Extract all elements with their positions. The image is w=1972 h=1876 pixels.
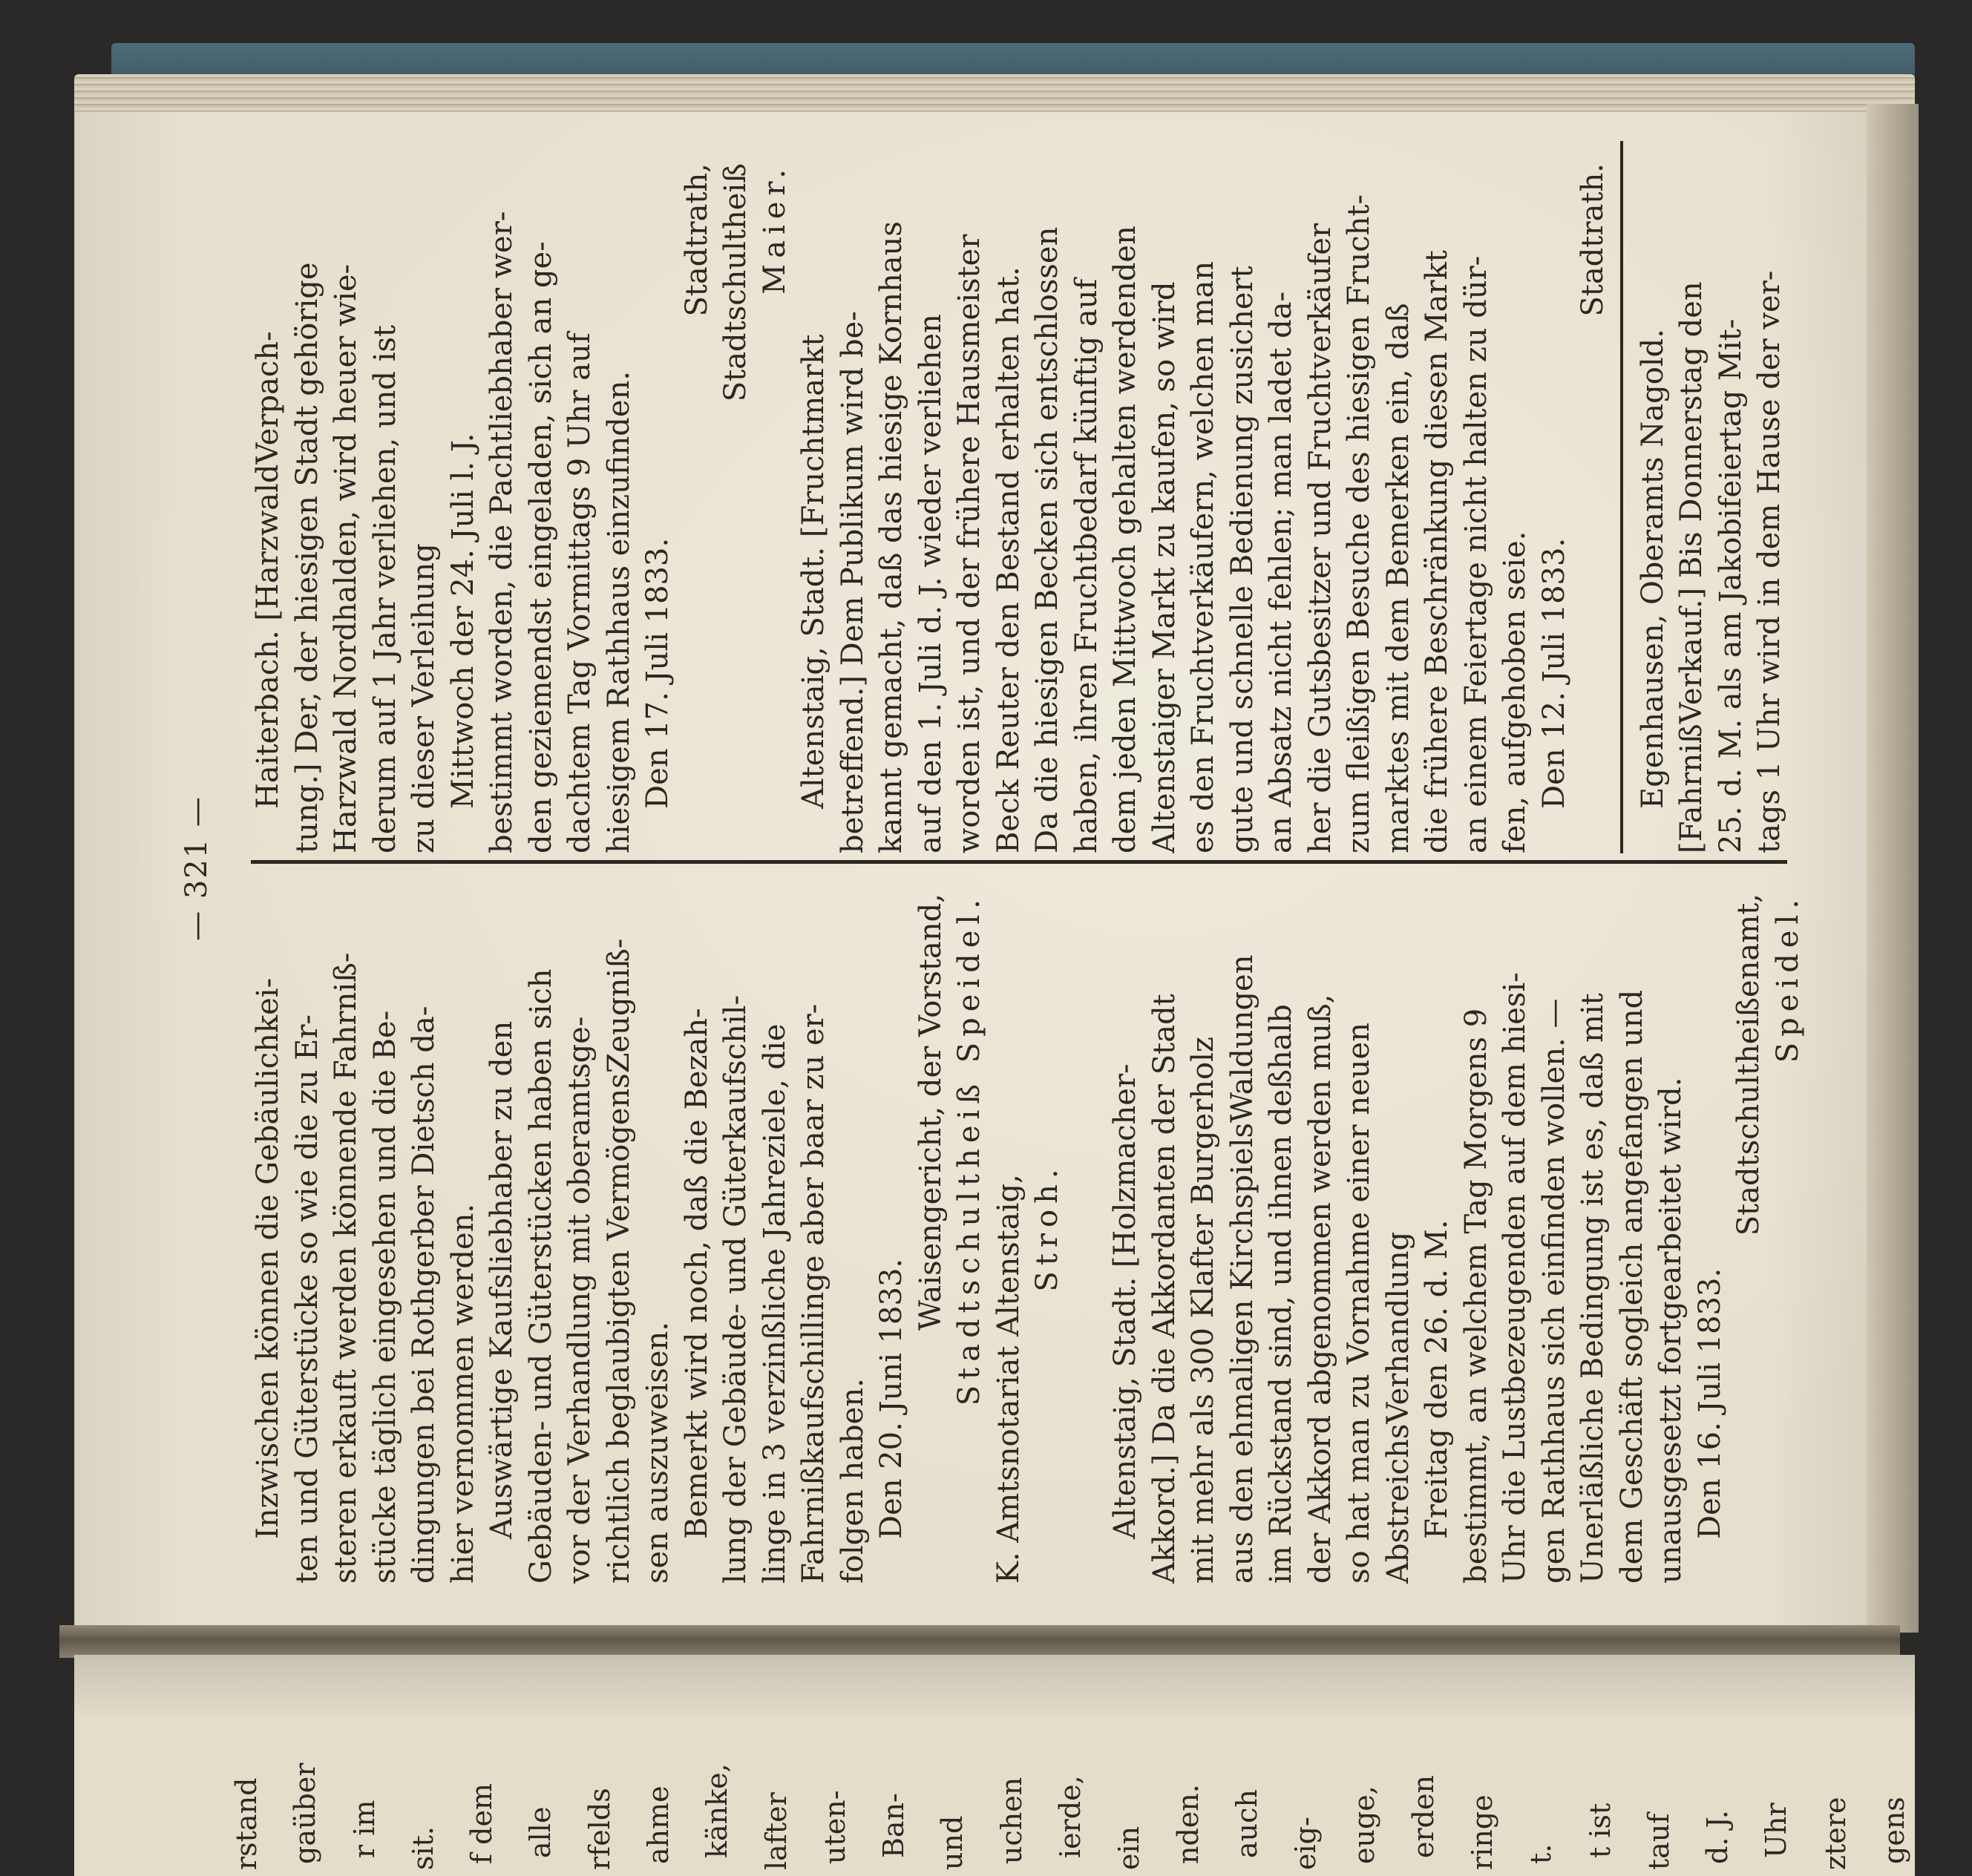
text-line: ten und Güterstücke so wie die zu Er- [289, 1014, 324, 1584]
facing-page-fragment: ahme [642, 1785, 675, 1864]
text-line: Egenhausen, Oberamts Nagold. [1635, 329, 1670, 809]
text-line: Den 17. Juli 1833. [641, 537, 675, 809]
text-line: im Rückstand sind, und ihnen deßhalb [1264, 1004, 1298, 1584]
text-line: K. Amtsnotariat Altenstaig, [991, 1174, 1026, 1584]
text-line: Freitag den 26. d. M. [1420, 1219, 1454, 1539]
text-line [1067, 871, 1107, 1584]
text-line: Bemerkt wird noch, daß die Bezah- [679, 1008, 714, 1539]
text-line: zum fleißigen Besuche des hiesigen Frucht- [1342, 194, 1376, 853]
text-line: Stadtschultheiß [718, 163, 753, 402]
text-line: Stroh. [1030, 1163, 1064, 1292]
facing-page-fragment: uchen [995, 1777, 1028, 1864]
text-line: Den 20. Juni 1833. [874, 1258, 908, 1539]
facing-page-fragment: d. J. [1701, 1810, 1734, 1864]
facing-page-fragment: gens [1878, 1797, 1910, 1864]
text-line: Uhr die Lustbezeugenden auf dem hiesi- [1498, 972, 1532, 1584]
facing-page-fragment: tauf [1642, 1813, 1675, 1870]
text-line: so hat man zu Vornahme einer neuen [1342, 1023, 1376, 1584]
text-line: marktes mit dem Bemerken ein, daß [1380, 303, 1415, 853]
facing-page-fragment: rstand [230, 1777, 263, 1870]
section-rule [1620, 141, 1623, 853]
text-line: hiesigem Rathhaus einzufinden. [601, 370, 636, 853]
text-line: unausgesetzt fortgearbeitet wird. [1654, 1077, 1688, 1584]
text-line: dem Geschäft sogleich angefangen und [1614, 989, 1649, 1584]
text-line: Waisengericht, der Vorstand, [913, 893, 948, 1331]
text-line: folgen haben. [835, 1378, 870, 1584]
text-line: [FahrnißVerkauf.] Bis Donnerstag den [1674, 281, 1709, 853]
facing-page-fragment: ringe [1466, 1794, 1498, 1870]
rotated-text-page [119, 141, 1811, 1595]
text-line: dem jeden Mittwoch gehalten werdenden [1108, 226, 1142, 853]
text-line: bestimmt worden, die Pachtliebhaber wer- [485, 211, 519, 853]
text-line: Stadtschultheißenamt, [1732, 893, 1766, 1236]
text-line: Stadtschultheiß Speidel. [952, 893, 986, 1406]
facing-page-fragment: lafter [759, 1792, 793, 1870]
left-column [249, 871, 1807, 1584]
facing-page-fragment: auch [1230, 1789, 1263, 1858]
text-line: her die Gutsbesitzer und Fruchtverkäufer [1303, 223, 1337, 853]
text-line: Harzwald Nordhalden, wird heuer wie- [329, 263, 363, 853]
text-line: bestimmt, an welchem Tag Morgens 9 [1458, 1008, 1493, 1584]
text-line: Altenstaig, Stadt. [Holzmacher- [1108, 1063, 1142, 1539]
text-line: 25. d. M. als am Jakobifeiertag Mit- [1713, 318, 1748, 853]
facing-page-fragment: r im [347, 1800, 381, 1858]
text-line: auf den 1. Juli d. J. wieder verliehen [913, 314, 948, 853]
text-line: Altenstaiger Markt zu kaufen, so wird [1147, 281, 1182, 853]
facing-page-fragment: gaüber [289, 1762, 322, 1864]
text-line: Inzwischen können die Gebäulichkei- [251, 977, 285, 1539]
text-line: haben, ihren Fruchtbedarf künftig auf [1069, 278, 1104, 853]
text-line: aus den ehmaligen KirchspielsWaldungen [1225, 954, 1259, 1584]
text-line: linge in 3 verzinßliche Jahreziele, die [757, 1023, 792, 1584]
facing-page-fragment: euge, [1348, 1785, 1381, 1864]
text-line: mit mehr als 300 Klafter Burgerholz [1186, 1037, 1220, 1584]
facing-page-fragment: känke, [701, 1763, 734, 1858]
text-line: AbstreichsVerhandlung [1380, 1231, 1415, 1584]
text-line: Mittwoch der 24. Juli l. J. [445, 433, 480, 809]
facing-page-fragment: t. [1524, 1843, 1558, 1864]
text-line: Unerläßliche Bedingung ist es, daß mit [1576, 993, 1610, 1584]
text-line: Gebäuden- und Güterstücken haben sich [523, 968, 558, 1584]
text-line: Auswärtige Kaufsliebhaber zu den [485, 1020, 519, 1539]
text-line: gute und schnelle Bedienung zusichert [1225, 266, 1259, 853]
text-line: hier vernommen werden. [445, 1203, 480, 1584]
facing-page-fragment: und [936, 1815, 969, 1870]
text-line: Beck Reuter den Bestand erhalten hat. [991, 266, 1026, 853]
text-line: tung.] Der, der hiesigen Stadt gehörige [289, 262, 324, 853]
text-line: tags 1 Uhr wird in dem Hause der ver- [1752, 270, 1786, 853]
text-line: gen Rathhaus sich einfinden wollen. — [1536, 998, 1571, 1584]
facing-page-fragment: eig- [1289, 1817, 1323, 1870]
text-line: Stadtrath. [1576, 163, 1610, 317]
facing-page-fragment: uten- [818, 1790, 851, 1864]
text-line: betreffend.] Dem Publikum wird be- [835, 311, 870, 853]
facing-page-fragment: Uhr [1760, 1803, 1793, 1858]
text-line: richtlich beglaubigten VermögensZeugniß- [601, 938, 636, 1584]
text-line: Speidel. [1770, 893, 1805, 1063]
book-gutter [59, 1625, 1900, 1658]
text-line: derum auf 1 Jahr verliehen, und ist [367, 324, 402, 853]
text-line: Haiterbach. [HarzwaldVerpach- [251, 331, 285, 809]
text-line: Da die hiesigen Becken sich entschlossen [1030, 226, 1064, 853]
text-line: Den 12. Juli 1833. [1536, 537, 1571, 809]
text-line: Fahrnißkaufschillinge aber baar zu er- [796, 1003, 831, 1584]
text-line: sen auszuweisen. [641, 1321, 675, 1584]
text-line: stücke täglich eingesehen und die Be- [367, 1010, 402, 1584]
text-line: es den Fruchtverkäufern, welchen man [1186, 260, 1220, 853]
text-line: lung der Gebäude- und Güterkaufschil- [718, 995, 753, 1584]
facing-page-fragment: sit. [406, 1826, 439, 1870]
text-line: dingungen bei Rothgerber Dietsch da- [407, 1006, 441, 1584]
text-line: der Akkord abgenommen werden muß, [1303, 994, 1337, 1584]
text-line: dachtem Tag Vormittags 9 Uhr auf [563, 332, 597, 853]
text-line: Maier. [757, 163, 792, 295]
page-number: — 321 — [180, 796, 214, 941]
facing-page-fragment: ztere [1818, 1797, 1852, 1870]
spine-shadow [1867, 104, 1919, 1633]
text-line: worden ist, und der frühere Hausmeister [952, 234, 986, 853]
facing-page-fragment: alle [524, 1806, 557, 1858]
text-line: an Absatz nicht fehlen; man ladet da- [1264, 291, 1298, 853]
text-line: fen, aufgehoben seie. [1498, 531, 1532, 853]
facing-page-fragment: f dem [465, 1783, 499, 1864]
facing-page-fragment: Ban- [877, 1793, 911, 1858]
text-line: an einem Feiertage nicht halten zu dür- [1458, 255, 1493, 853]
text-line: Akkord.] Da die Akkordanten der Stadt [1147, 994, 1182, 1584]
column-divider [251, 860, 1787, 864]
text-line: vor der Verhandlung mit oberamtsge- [563, 1016, 597, 1584]
facing-page-fragment: t ist [1583, 1803, 1616, 1858]
facing-page-fragment: ierde, [1054, 1775, 1087, 1858]
facing-page-fragment: ein [1113, 1826, 1146, 1870]
text-line: Altenstaig, Stadt. [Fruchtmarkt [796, 334, 831, 809]
text-line: Stadtrath, [679, 163, 714, 317]
text-line: den geziemendst eingeladen, sich an ge- [523, 241, 558, 853]
text-line: zu dieser Verleihung [407, 543, 441, 853]
text-line: kannt gemacht, daß das hiesige Kornhaus [874, 221, 908, 853]
facing-page-fragment: rfelds [583, 1788, 616, 1870]
facing-page-fragment: nden. [1171, 1784, 1205, 1864]
facing-page-fragment: erden [1406, 1775, 1440, 1858]
text-line: Den 16. Juli 1833. [1692, 1267, 1727, 1539]
right-column [249, 141, 1789, 853]
text-line: steren erkauft werden könnende Fahrniß- [329, 952, 363, 1584]
text-line: die frühere Beschränkung diesen Markt [1420, 250, 1454, 853]
